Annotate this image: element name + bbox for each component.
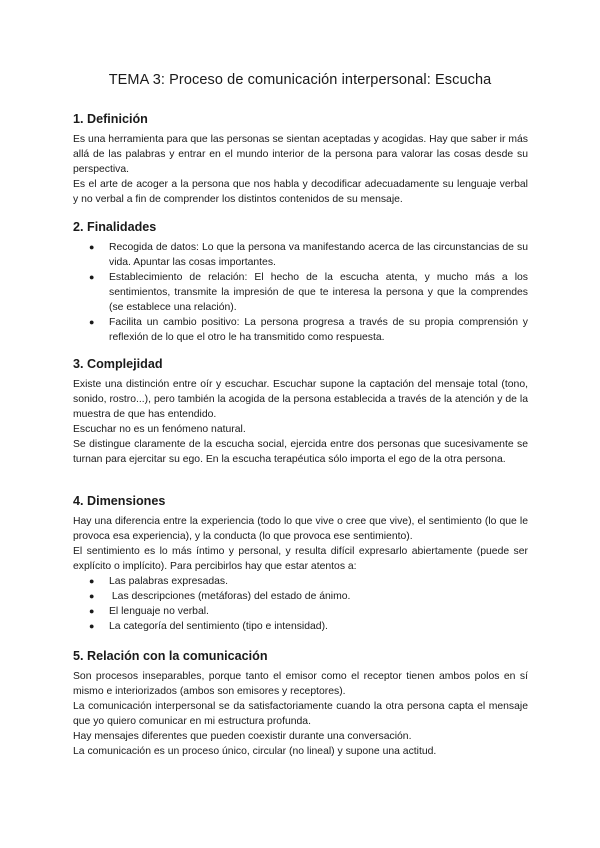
paragraph: Hay mensajes diferentes que pueden coexistir durante una conversación. [73, 731, 412, 742]
section-heading: 1. Definición [73, 112, 148, 126]
list-item: ● Las palabras expresadas. [89, 576, 228, 587]
section-relacion-comunicacion [73, 649, 528, 759]
list-item: ● Las descripciones (metáforas) del estado de ánimo. [89, 591, 351, 602]
section-complejidad [73, 357, 528, 467]
bullet-icon: ● [89, 242, 95, 252]
section-heading: 4. Dimensiones [73, 494, 166, 508]
paragraph: Es el arte de acoger a la persona que nos habla y decodificar adecuadamente su lenguaje verbal y no verbal a fin de comprender los distintos contenidos de su mensaje. [73, 179, 528, 205]
bullet-icon: ● [89, 606, 95, 616]
bullet-list [73, 240, 528, 345]
list-item: ● El lenguaje no verbal. [89, 606, 209, 617]
bullet-icon: ● [89, 576, 95, 586]
paragraph: Existe una distinción entre oír y escuchar. Escuchar supone la captación del mensaje total (tono, sonido, rostro...), pero también la acogida de la persona establecida a través de la atención y de la muestra de que has entendido. [73, 379, 528, 420]
paragraph: La comunicación interpersonal se da satisfactoriamente cuando la otra persona capta el mensaje que yo quiero comunicar en mi estructura profunda. [73, 701, 528, 727]
section-finalidades [73, 220, 528, 345]
list-item: ● Recogida de datos: Lo que la persona va manifestando acerca de las circunstancias de su vida. Apuntar las cosas importantes. [89, 242, 528, 268]
paragraph: Escuchar no es un fenómeno natural. [73, 424, 246, 435]
section-definicion [73, 112, 528, 207]
paragraph: Se distingue claramente de la escucha social, ejercida entre dos personas que sucesivamente se turnan para ejercitar su ego. En la escucha terapéutica sólo importa el ego de la otra persona. [73, 439, 528, 465]
list-item: ● Facilita un cambio positivo: La persona progresa a través de su propia comprensión y reflexión de lo que el otro le ha transmitido como respuesta. [89, 317, 528, 343]
paragraph: El sentimiento es lo más íntimo y personal, y resulta difícil expresarlo abiertamente (puede ser explícito o implícito). Para percibirlos hay que estar atentos a: [73, 546, 528, 572]
bullet-icon: ● [89, 621, 95, 631]
list-item: ● La categoría del sentimiento (tipo e intensidad). [89, 621, 328, 632]
bullet-icon: ● [89, 591, 95, 601]
paragraph: La comunicación es un proceso único, circular (no lineal) y supone una actitud. [73, 746, 437, 757]
section-heading: 5. Relación con la comunicación [73, 649, 268, 663]
section-heading: 3. Complejidad [73, 357, 163, 371]
bullet-icon: ● [89, 272, 95, 282]
section-heading: 2. Finalidades [73, 220, 157, 234]
section-dimensiones [73, 494, 528, 634]
paragraph: Hay una diferencia entre la experiencia (todo lo que vive o cree que vive), el sentimiento (lo que le provoca esa experiencia), y la conducta (lo que provoca ese sentimiento). [73, 516, 528, 542]
page-title: TEMA 3: Proceso de comunicación interpersonal: Escucha [108, 72, 492, 88]
paragraph: Son procesos inseparables, porque tanto el emisor como el receptor tienen ambos polos en sí mismo e interiorizados (ambos son emisores y receptores). [73, 671, 528, 697]
bullet-icon: ● [89, 317, 95, 327]
paragraph: Es una herramienta para que las personas se sientan aceptadas y acogidas. Hay que saber ir más allá de las palabras y entrar en el mundo interior de la persona para valorar las cosas desde su perspectiva. [73, 134, 528, 175]
list-item: ● Establecimiento de relación: El hecho de la escucha atenta, y mucho más a los sentimientos, transmite la impresión de que te interesa la persona y que la comprendes (se establece una relación). [89, 272, 528, 313]
bullet-list [73, 574, 528, 634]
